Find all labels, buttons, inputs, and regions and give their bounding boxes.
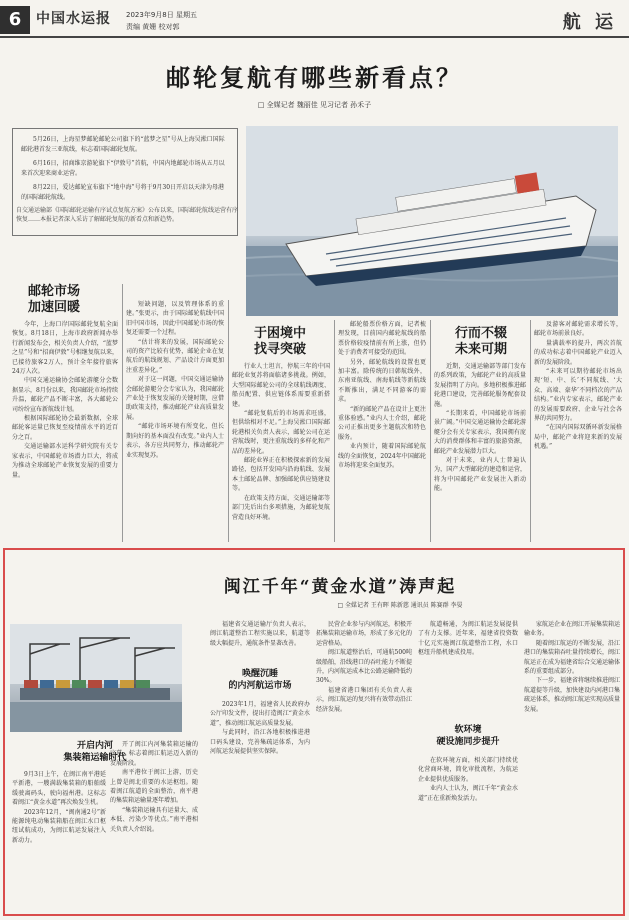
body-paragraph: “估计将来的发展，国际邮轮公司的资产比较有优势，邮轮企业在复航后的航线规划、产品设计方面更加注重差异化。”	[126, 338, 224, 374]
port-photo	[10, 624, 182, 732]
subheadline-text: 于困境中 找寻突破	[253, 326, 306, 357]
cruise-ship-photo	[246, 126, 618, 316]
body-paragraph: “邮轮复航后的市场需求旺盛，但供给相对不足。”上海吴淞口国际邮轮港相关负责人表示，邮轮公司在运营航线时，更注重航线的多样化和产品的差异化。	[232, 410, 330, 455]
subheadline-text: 开启内河 集装箱运输时代	[63, 741, 127, 763]
subheadline-text: 唤醒沉睡 的内河航运市场	[228, 669, 292, 691]
body-paragraph: 家航运企业在闽江开展集装箱运输业务。	[524, 621, 620, 638]
body-paragraph: 根据国际邮轮协会最新数据，全球邮轮客运量已恢复至疫情前水平的近百分之百。	[12, 415, 118, 441]
subheadline-environment	[420, 724, 516, 748]
body-paragraph: 在软环境方面，相关部门持续优化营商环境，简化审批流程，为航运企业提供优质服务。	[418, 757, 518, 783]
subheadline-text: 软环境 硬设施同步提升	[436, 725, 500, 747]
body-paragraph: 交通运输部水运科学研究院有关专家表示，中国邮轮市场潜力巨大，将成为推动全球邮轮产业恢复发展的重要力量。	[12, 443, 118, 479]
body-paragraph: 及游客对邮轮需求增长等，邮轮市场前景良好。	[534, 321, 622, 338]
cruise-ship-illustration	[246, 126, 618, 316]
bottom-headline: 闽江千年“黄金水道”涛声起	[223, 577, 457, 597]
subheadline-river-market	[212, 668, 308, 692]
body-paragraph: 对于这一问题，中国交通运输协会邮轮游艇分会专家认为，我国邮轮产业处于恢复发展的关键时期，应借助政策支持，推动邮轮产业高质量发展。	[126, 376, 224, 421]
body-paragraph: 2023年1月，福建省人民政府办公厅印发文件，提出打造闽江“黄金水道”，推动闽江航运高质量发展。	[210, 701, 310, 727]
body-paragraph: 福建省交通运输厅负责人表示，闽江航道整治工程实施以来，航道等级大幅提升，通航条件显著改善。	[210, 621, 310, 647]
body-paragraph: 短缺问题，以及管理体系的重建。”张更示，由于国际邮轮航线中国旧中国市场，因此中国邮轮市场的恢复还需要一个过程。	[126, 301, 224, 337]
bottom-byline: □ 全媒记者 王有晖 陈新慈 通讯员 陈赛群 李晏	[337, 602, 463, 609]
article-column-6	[534, 320, 622, 542]
main-headline: 邮轮复航有哪些新看点？	[166, 63, 463, 92]
subheadline-text: 行而不辍 未来可期	[454, 326, 507, 357]
main-byline: □ 全媒记者 魏丽佳 见习记者 孙禾子	[257, 101, 372, 109]
body-paragraph: 南平港位于闽江上游，历史上曾是闽北重要的水运枢纽。随着闽江航道的全面整治，南平港的集装箱运输量逐年增加。	[110, 769, 198, 805]
body-paragraph: 近期，交通运输部等部门发布的系列政策，为邮轮产业的高质量发展指明了方向。多地积极推进邮轮港口建设，完善邮轮服务配套设施。	[434, 363, 526, 408]
subheadline-market-recovery	[18, 284, 90, 316]
body-paragraph: 行业人士坦言，停航三年的中国邮轮业复苏将面临诸多挑战。例如，大型国际邮轮公司的全球航线调度、船员配置、供应链体系需要重新搭建。	[232, 363, 330, 408]
body-paragraph: 与此同时，沿江各地积极推进港口码头建设，完善集疏运体系，为内河航运发展提供坚实保障。	[210, 729, 310, 756]
body-paragraph: 另外，邮轮航线的设置也更加丰富。除传统的日韩航线外，东南亚航线、南海航线等新航线不断推出，满足不同游客的需求。	[338, 358, 426, 404]
newspaper-logo: 中国水运报	[36, 11, 111, 27]
body-paragraph: 下一步，福建省将继续推进闽江航道提等升级，加快建设内河港口集疏运体系，推动闽江航运实现高质量发展。	[524, 677, 620, 713]
editor-credits: 责编 黄姗 校对郭	[126, 23, 180, 31]
body-paragraph: 开了闽江内河集装箱运输的序幕，标志着闽江航运迈入新的发展阶段。	[110, 741, 198, 767]
intro-paragraph: 5月26日，上海星梦邮轮邮轮公司旗下的“蓝梦之星”号从上海吴淞口国际邮轮港首发三亚航线，标志着国际邮轮复航。	[21, 136, 225, 153]
body-paragraph: 邮轮船票价格方面，记者梳理发现，目前国内邮轮航线的船票价格较疫情前有所上涨，但仍处于消费者可接受的范围。	[338, 321, 426, 357]
body-paragraph: “邮轮市场环境有所变化，但长期向好的基本面没有改变。”业内人士表示，各方应共同努力，推动邮轮产业实现复苏。	[126, 423, 224, 459]
bottom-column-4	[316, 620, 412, 910]
body-paragraph: 业内人士认为，闽江千年“黄金水道”正在重新焕发活力。	[418, 785, 518, 802]
body-paragraph: “长期来看，中国邮轮市场前景广阔。”中国交通运输协会邮轮游艇分会有关专家表示，我国拥有庞大的消费群体和丰富的旅游资源，邮轮产业发展潜力巨大。	[434, 410, 526, 455]
bottom-column-1	[12, 770, 106, 910]
article-column-4	[338, 320, 426, 542]
body-paragraph: “未来可以期待邮轮市场出现‘短、中、长’不同航线、‘大众、高端、豪华’不同档次的产品结构。”业内专家表示，邮轮产业的发展需要政府、企业与社会各界的共同努力。	[534, 368, 622, 423]
body-paragraph: 对于未来，业内人士普遍认为，国产大型邮轮的建造和运营，将为中国邮轮产业发展注入新动能。	[434, 457, 526, 493]
body-paragraph: 2023年12月，“闽南通2号”新能源纯电动集装箱船在闽江水口枢纽试航成功，为闽江航运发展注入新动力。	[12, 808, 106, 844]
page-number: 6	[0, 6, 30, 34]
column-divider	[122, 284, 123, 542]
column-divider	[430, 320, 431, 542]
article-column-3	[232, 362, 330, 542]
body-paragraph: 福建省港口集团有关负责人表示，闽江航运的复兴将有效带动沿江经济发展。	[316, 686, 412, 713]
section-title: 航 运	[562, 12, 617, 33]
issue-date: 2023年9月8日 星期五	[126, 11, 197, 19]
intro-paragraph: 8月22日，爱达邮轮宣布旗下“地中海”号将于9月30日开启以天津为母港的国际邮轮航线。	[21, 184, 225, 201]
column-divider	[530, 320, 531, 542]
body-paragraph: 随着闽江航运的不断发展，沿江港口的集装箱吞吐量持续增长，闽江航运正在成为福建省综合交通运输体系的重要组成部分。	[524, 639, 620, 676]
article-column-5	[434, 362, 526, 542]
body-paragraph: 民营企业参与内河航运，积极开拓集装箱运输市场，形成了多元化的运营格局。	[316, 621, 412, 647]
column-divider	[228, 300, 229, 542]
body-paragraph: 今年，上海口岸国际邮轮复航全面恢复。8月18日，上海市政府新闻办举行新闻发布会，相关负责人介绍，“蓝梦之星”号和“招商伊敦”号相继复航以来，已接待旅客2万人，预计全年接待旅客24万人次。	[12, 321, 118, 376]
body-paragraph: “集装箱运输具有运量大、成本低、污染少等优点。”南平港相关负责人介绍说。	[110, 806, 198, 833]
body-paragraph: 中国交通运输协会邮轮游艇分会数据显示，8月份以来，我国邮轮市场持续升温，邮轮产品不断丰富，各大邮轮公司纷纷宣布新航线计划。	[12, 377, 118, 413]
header-rule	[0, 36, 629, 38]
article-column-2	[126, 300, 224, 542]
bottom-column-3	[210, 700, 310, 910]
article-column-1	[12, 320, 118, 542]
subheadline-text: 邮轮市场 加速回暖	[27, 284, 80, 315]
body-paragraph: 航道畅通，为闽江航运发展提供了有力支撑。近年来，福建省投资数十亿元实施闽江航道整治工程，水口枢纽升船机建成投用。	[418, 621, 518, 657]
body-paragraph: “新的邮轮产品在设计上更注重体验感。”业内人士介绍，邮轮公司正推出更多主题航次和特色服务。	[338, 405, 426, 441]
bottom-column-2	[110, 740, 198, 910]
column-divider	[334, 320, 335, 542]
body-paragraph: 业内预计，随着国际邮轮航线的全面恢复，2024年中国邮轮市场将迎来全面复苏。	[338, 443, 426, 470]
container-port-illustration	[10, 624, 182, 732]
subheadline-future	[436, 326, 526, 358]
bottom-column-5-top	[418, 620, 518, 716]
bottom-column-3-top	[210, 620, 310, 666]
body-paragraph: 闽江航道整治后，可通航500吨级船舶，沿线港口的吞吐能力不断提升，内河航运成本比公路运输降低约30%。	[316, 649, 412, 685]
body-paragraph: “在国内国际双循环新发展格局中，邮轮产业将迎来新的发展机遇。”	[534, 424, 622, 451]
subheadline-breakthrough	[232, 326, 328, 358]
editor-note: 自交通运输部《国际邮轮运输有序试点复航方案》公布以来，国际邮轮航线运营有序恢复……本报记者深入采访了解邮轮复航的新看点和新趋势。	[16, 207, 239, 223]
body-paragraph: 量满载率的提升，两次首航的成功标志着中国邮轮产业迈入新的发展阶段。	[534, 339, 622, 366]
bottom-column-6	[524, 620, 620, 910]
intro-paragraph: 6月16日，招商维京游轮旗下“伊敦号”首航，中国内地邮轮市场从五月以来首次迎来商业运营。	[21, 160, 225, 177]
body-paragraph: 邮轮业界正在积极探索新的发展路径，包括开发国内沿海航线、发展本土邮轮品牌、加强邮轮供应链建设等。	[232, 457, 330, 493]
body-paragraph: 9月3日上午，在闽江南平港延平新港，一艘满载集装箱的船舶缓缓驶离码头，驶向福州港。这标志着闽江“黄金水道”再次焕发生机。	[12, 771, 106, 807]
bottom-column-5	[418, 756, 518, 910]
body-paragraph: 在政策支持方面，交通运输部等部门先后出台多项措施，为邮轮复航营造良好环境。	[232, 494, 330, 521]
